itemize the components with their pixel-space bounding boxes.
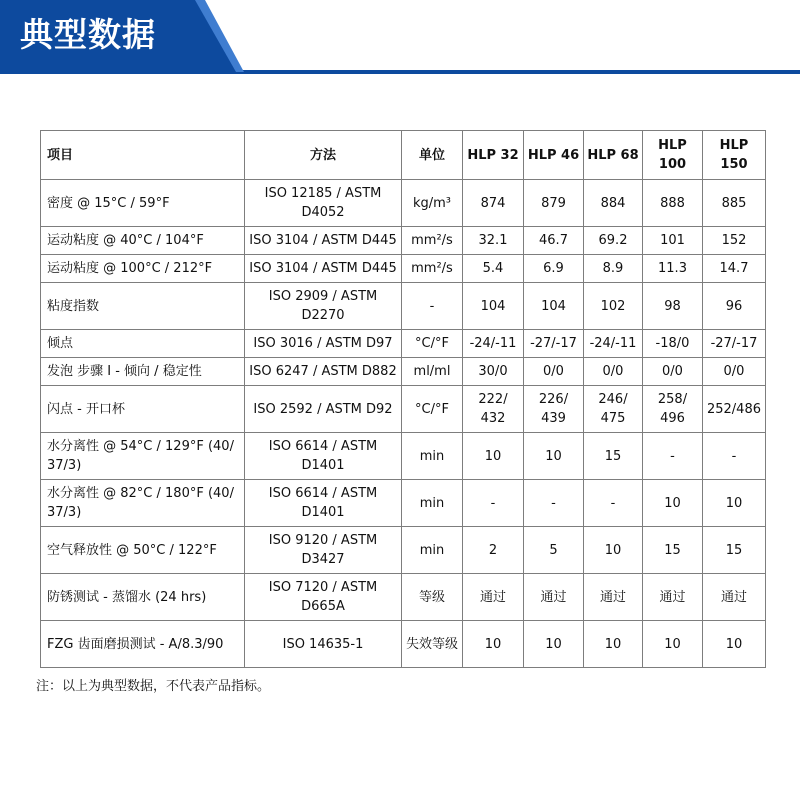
row-method: ISO 9120 / ASTM D3427 [245, 527, 402, 574]
row-value: 0/0 [703, 358, 766, 386]
row-item: 水分离性 @ 54°C / 129°F (40/ 37/3) [41, 433, 245, 480]
row-value: 104 [524, 283, 584, 330]
row-value: 10 [643, 480, 703, 527]
row-value: 10 [643, 621, 703, 668]
row-item: FZG 齿面磨损测试 - A/8.3/90 [41, 621, 245, 668]
row-method: ISO 2909 / ASTM D2270 [245, 283, 402, 330]
row-item: 粘度指数 [41, 283, 245, 330]
row-item: 防锈测试 - 蒸馏水 (24 hrs) [41, 574, 245, 621]
row-method: ISO 6614 / ASTM D1401 [245, 480, 402, 527]
row-value: 246/ 475 [584, 386, 643, 433]
row-value: 102 [584, 283, 643, 330]
header-grade: HLP 32 [463, 131, 524, 180]
row-value: 0/0 [584, 358, 643, 386]
header-grade: HLP 150 [703, 131, 766, 180]
typical-data-table [40, 130, 766, 668]
row-value: 通过 [584, 574, 643, 621]
row-item: 倾点 [41, 330, 245, 358]
row-unit: °C/°F [402, 386, 463, 433]
header-grade: HLP 68 [584, 131, 643, 180]
table-row [41, 480, 766, 527]
row-value: 0/0 [524, 358, 584, 386]
table-row [41, 227, 766, 255]
row-value: 通过 [703, 574, 766, 621]
row-value: 96 [703, 283, 766, 330]
row-unit: ml/ml [402, 358, 463, 386]
row-value: - [703, 433, 766, 480]
row-method: ISO 14635-1 [245, 621, 402, 668]
row-method: ISO 3104 / ASTM D445 [245, 255, 402, 283]
row-value: 5.4 [463, 255, 524, 283]
row-value: 10 [584, 527, 643, 574]
table-row [41, 621, 766, 668]
header-unit: 单位 [402, 131, 463, 180]
table-row [41, 358, 766, 386]
row-value: 884 [584, 180, 643, 227]
row-value: 69.2 [584, 227, 643, 255]
row-method: ISO 3016 / ASTM D97 [245, 330, 402, 358]
row-value: -27/-17 [703, 330, 766, 358]
row-method: ISO 3104 / ASTM D445 [245, 227, 402, 255]
row-unit: min [402, 433, 463, 480]
row-value: 10 [703, 621, 766, 668]
row-value: 888 [643, 180, 703, 227]
row-unit: mm²/s [402, 227, 463, 255]
row-item: 发泡 步骤 I - 倾向 / 稳定性 [41, 358, 245, 386]
table-row [41, 574, 766, 621]
row-method: ISO 12185 / ASTM D4052 [245, 180, 402, 227]
row-value: 通过 [463, 574, 524, 621]
table-header-row [41, 131, 766, 180]
table-row [41, 433, 766, 480]
table-row [41, 255, 766, 283]
row-item: 闪点 - 开口杯 [41, 386, 245, 433]
row-value: 10 [524, 433, 584, 480]
row-value: - [584, 480, 643, 527]
row-unit: min [402, 480, 463, 527]
row-value: 879 [524, 180, 584, 227]
row-unit: kg/m³ [402, 180, 463, 227]
row-unit: 失效等级 [402, 621, 463, 668]
table-row [41, 527, 766, 574]
row-method: ISO 6614 / ASTM D1401 [245, 433, 402, 480]
row-method: ISO 7120 / ASTM D665A [245, 574, 402, 621]
row-value: 8.9 [584, 255, 643, 283]
table-row [41, 283, 766, 330]
row-value: 10 [524, 621, 584, 668]
row-value: 15 [643, 527, 703, 574]
row-unit: mm²/s [402, 255, 463, 283]
row-value: 101 [643, 227, 703, 255]
table-row [41, 180, 766, 227]
row-value: 152 [703, 227, 766, 255]
page-title: 典型数据 [20, 15, 156, 54]
row-value: 885 [703, 180, 766, 227]
row-value: 15 [584, 433, 643, 480]
header-item: 项目 [41, 131, 245, 180]
row-item: 空气释放性 @ 50°C / 122°F [41, 527, 245, 574]
row-value: - [524, 480, 584, 527]
row-value: -24/-11 [463, 330, 524, 358]
row-value: - [463, 480, 524, 527]
row-value: 14.7 [703, 255, 766, 283]
row-value: 5 [524, 527, 584, 574]
row-item: 水分离性 @ 82°C / 180°F (40/ 37/3) [41, 480, 245, 527]
row-value: 通过 [524, 574, 584, 621]
row-method: ISO 6247 / ASTM D882 [245, 358, 402, 386]
row-value: 10 [584, 621, 643, 668]
row-value: 222/ 432 [463, 386, 524, 433]
header-grade: HLP 100 [643, 131, 703, 180]
row-unit: min [402, 527, 463, 574]
row-value: 6.9 [524, 255, 584, 283]
row-value: 32.1 [463, 227, 524, 255]
row-value: 10 [463, 433, 524, 480]
header-grade: HLP 46 [524, 131, 584, 180]
row-value: 0/0 [643, 358, 703, 386]
row-value: 15 [703, 527, 766, 574]
row-method: ISO 2592 / ASTM D92 [245, 386, 402, 433]
row-unit: °C/°F [402, 330, 463, 358]
row-value: 252/486 [703, 386, 766, 433]
row-value: - [643, 433, 703, 480]
row-value: 46.7 [524, 227, 584, 255]
table-row [41, 330, 766, 358]
row-value: -24/-11 [584, 330, 643, 358]
row-value: 10 [703, 480, 766, 527]
row-value: 874 [463, 180, 524, 227]
table-row [41, 386, 766, 433]
row-value: 通过 [643, 574, 703, 621]
row-value: 10 [463, 621, 524, 668]
row-value: 258/ 496 [643, 386, 703, 433]
row-value: 104 [463, 283, 524, 330]
row-item: 运动粘度 @ 100°C / 212°F [41, 255, 245, 283]
row-value: -18/0 [643, 330, 703, 358]
row-value: 2 [463, 527, 524, 574]
row-unit: - [402, 283, 463, 330]
row-value: -27/-17 [524, 330, 584, 358]
row-item: 运动粘度 @ 40°C / 104°F [41, 227, 245, 255]
row-value: 30/0 [463, 358, 524, 386]
row-item: 密度 @ 15°C / 59°F [41, 180, 245, 227]
row-value: 11.3 [643, 255, 703, 283]
footnote: 注：以上为典型数据，不代表产品指标。 [36, 679, 271, 694]
header-method: 方法 [245, 131, 402, 180]
row-value: 226/ 439 [524, 386, 584, 433]
section-banner [0, 0, 800, 76]
row-value: 98 [643, 283, 703, 330]
row-unit: 等级 [402, 574, 463, 621]
